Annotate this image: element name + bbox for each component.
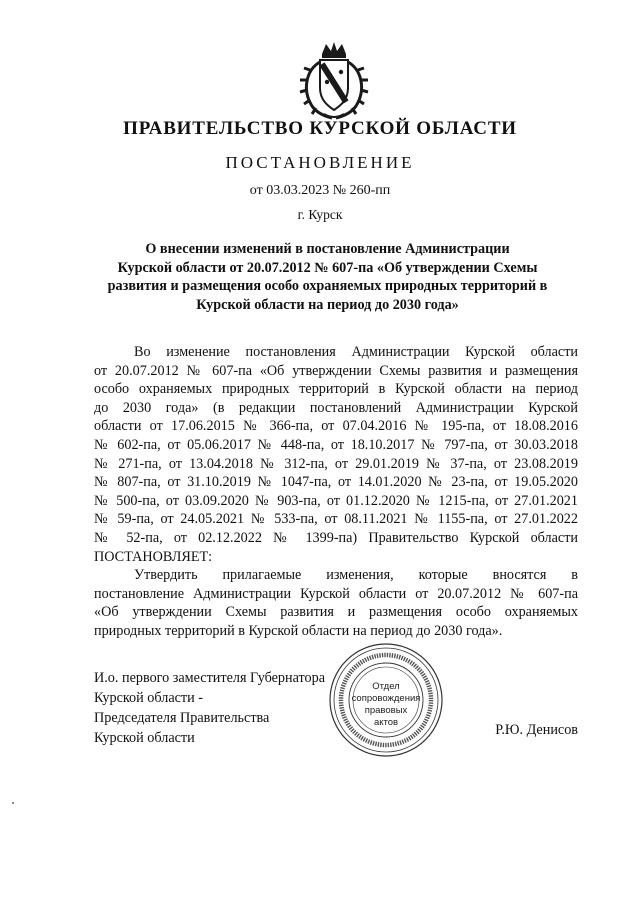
body-line: ПОСТАНОВЛЯЕТ: (94, 548, 213, 565)
signer-name: Р.Ю. Денисов (495, 722, 578, 738)
scan-artifact (12, 802, 14, 804)
body-line: № 59-па, от 24.05.2021 № 533-па, от 08.11.2021 № 1155-па, от 27.01.2022 (94, 511, 578, 528)
stamp-line: Отдел (372, 681, 400, 692)
body-line: постановление Администрации Курской области от 20.07.2012 № 607-па (94, 585, 578, 602)
stamp-line: актов (373, 717, 399, 728)
body-line: Во изменение постановления Администрации Курской области (134, 344, 578, 360)
subject-line: развития и размещения особо охраняемых природных территорий в (107, 278, 548, 294)
document-type: ПОСТАНОВЛЕНИЕ (225, 153, 415, 172)
position-line: Председателя Правительства (94, 710, 270, 726)
signature-position (94, 668, 325, 748)
body-line: Утвердить прилагаемые изменения, которые вносятся в (134, 567, 578, 584)
body-line: природных территорий в Курской области на период до 2030 года». (94, 622, 503, 639)
stamp-text (346, 681, 426, 729)
position-line: И.о. первого заместителя Губернатора (94, 670, 326, 686)
kursk-coat-of-arms-icon (298, 40, 370, 120)
document-date-number: от 03.03.2023 № 260-пп (249, 183, 391, 198)
body-line: до 2030 года» (в редакции постановлений Администрации Курской (94, 399, 578, 416)
subject-line: Курской области на период до 2030 года» (196, 296, 459, 313)
body-line: от 20.07.2012 № 607-па «Об утверждении Схемы развития и размещения (94, 362, 578, 379)
body-line: № 602-па, от 05.06.2017 № 448-па, от 18.10.2017 № 797-па, от 30.03.2018 (94, 436, 578, 453)
subject-line: Курской области от 20.07.2012 № 607-па «Об утверждении Схемы (117, 259, 538, 276)
body-line: «Об утверждении Схемы развития и размещения особо охраняемых (94, 604, 578, 621)
body-line: № 807-па, от 31.10.2019 № 1047-па, от 14.01.2020 № 23-па, от 19.05.2020 (94, 474, 578, 491)
stamp-line: правовых (364, 705, 408, 716)
position-line: Курской области - (94, 690, 203, 706)
body-line: области от 17.06.2015 № 366-па, от 07.04.2016 № 195-па, от 18.08.2016 (94, 418, 578, 435)
subject-line: О внесении изменений в постановление Администрации (145, 241, 510, 257)
document-subject (100, 240, 555, 314)
body-line: № 500-па, от 03.09.2020 № 903-па, от 01.12.2020 № 1215-па, от 27.01.2021 (94, 492, 578, 509)
government-title: ПРАВИТЕЛЬСТВО КУРСКОЙ ОБЛАСТИ (123, 118, 517, 139)
position-line: Курской области (94, 730, 195, 746)
body-line: № 271-па, от 13.04.2018 № 312-па, от 29.01.2019 № 37-па, от 23.08.2019 (94, 455, 578, 472)
body-line: особо охраняемых природных территорий в Курской области на период (94, 381, 578, 398)
body-line: № 52-па, от 02.12.2022 № 1399-па) Правительство Курской области (94, 529, 578, 546)
document-body (94, 343, 578, 641)
stamp-line: сопровождения (351, 693, 421, 704)
document-city: г. Курск (297, 207, 343, 222)
